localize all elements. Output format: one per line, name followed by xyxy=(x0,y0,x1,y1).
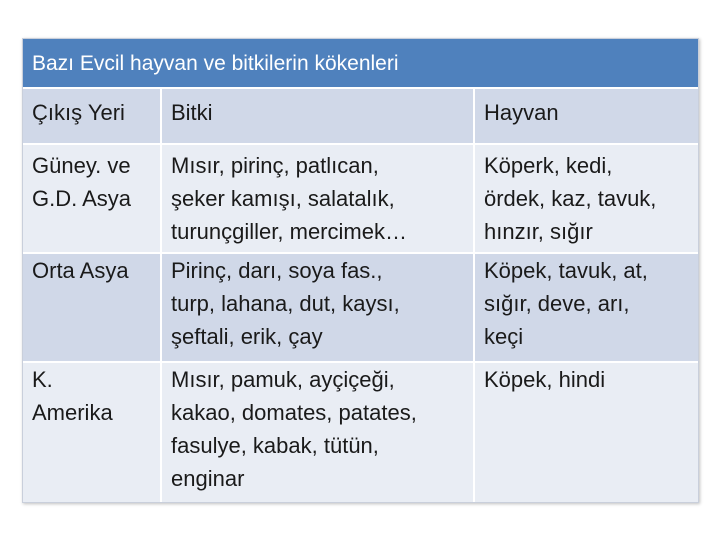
animals-cell xyxy=(473,145,696,252)
animals-line: keçi xyxy=(484,324,524,349)
plants-line: fasulye, kabak, tütün, xyxy=(171,433,379,458)
plants-line: Pirinç, darı, soya fas., xyxy=(171,258,383,283)
plants-line: Mısır, pirinç, patlıcan, xyxy=(171,153,379,178)
animals-line: Köperk, kedi, xyxy=(484,153,613,178)
origin-cell xyxy=(23,145,160,252)
plants-line: enginar xyxy=(171,466,245,491)
table-header-row xyxy=(23,89,698,143)
plants-line: şeftali, erik, çay xyxy=(171,324,323,349)
plants-line: kakao, domates, patates, xyxy=(171,400,417,425)
plants-cell xyxy=(160,254,473,361)
plants-line: turunçgiller, mercimek… xyxy=(171,219,407,244)
table-row xyxy=(23,361,698,502)
origin-cell xyxy=(23,254,160,361)
origins-table xyxy=(22,38,699,503)
origin-cell xyxy=(23,363,160,502)
origin-line: Güney. ve xyxy=(32,153,131,178)
table-title: Bazı Evcil hayvan ve bitkilerin kökenleri xyxy=(23,39,698,89)
animals-line: sığır, deve, arı, xyxy=(484,291,630,316)
animals-line: Köpek, hindi xyxy=(484,367,606,392)
table-row xyxy=(23,252,698,361)
header-animals: Hayvan xyxy=(473,89,696,143)
origin-line: Orta Asya xyxy=(32,258,129,283)
plants-line: turp, lahana, dut, kaysı, xyxy=(171,291,400,316)
plants-cell xyxy=(160,145,473,252)
plants-line: Mısır, pamuk, ayçiçeği, xyxy=(171,367,395,392)
animals-cell xyxy=(473,254,696,361)
animals-cell xyxy=(473,363,696,502)
origin-line: Amerika xyxy=(32,400,113,425)
table-row xyxy=(23,143,698,252)
animals-line: Köpek, tavuk, at, xyxy=(484,258,648,283)
origin-line: K. xyxy=(32,367,53,392)
plants-line: şeker kamışı, salatalık, xyxy=(171,186,395,211)
animals-line: hınzır, sığır xyxy=(484,219,593,244)
plants-cell xyxy=(160,363,473,502)
header-origin: Çıkış Yeri xyxy=(32,100,125,125)
header-plants: Bitki xyxy=(160,89,473,143)
animals-line: ördek, kaz, tavuk, xyxy=(484,186,657,211)
origin-line: G.D. Asya xyxy=(32,186,132,211)
